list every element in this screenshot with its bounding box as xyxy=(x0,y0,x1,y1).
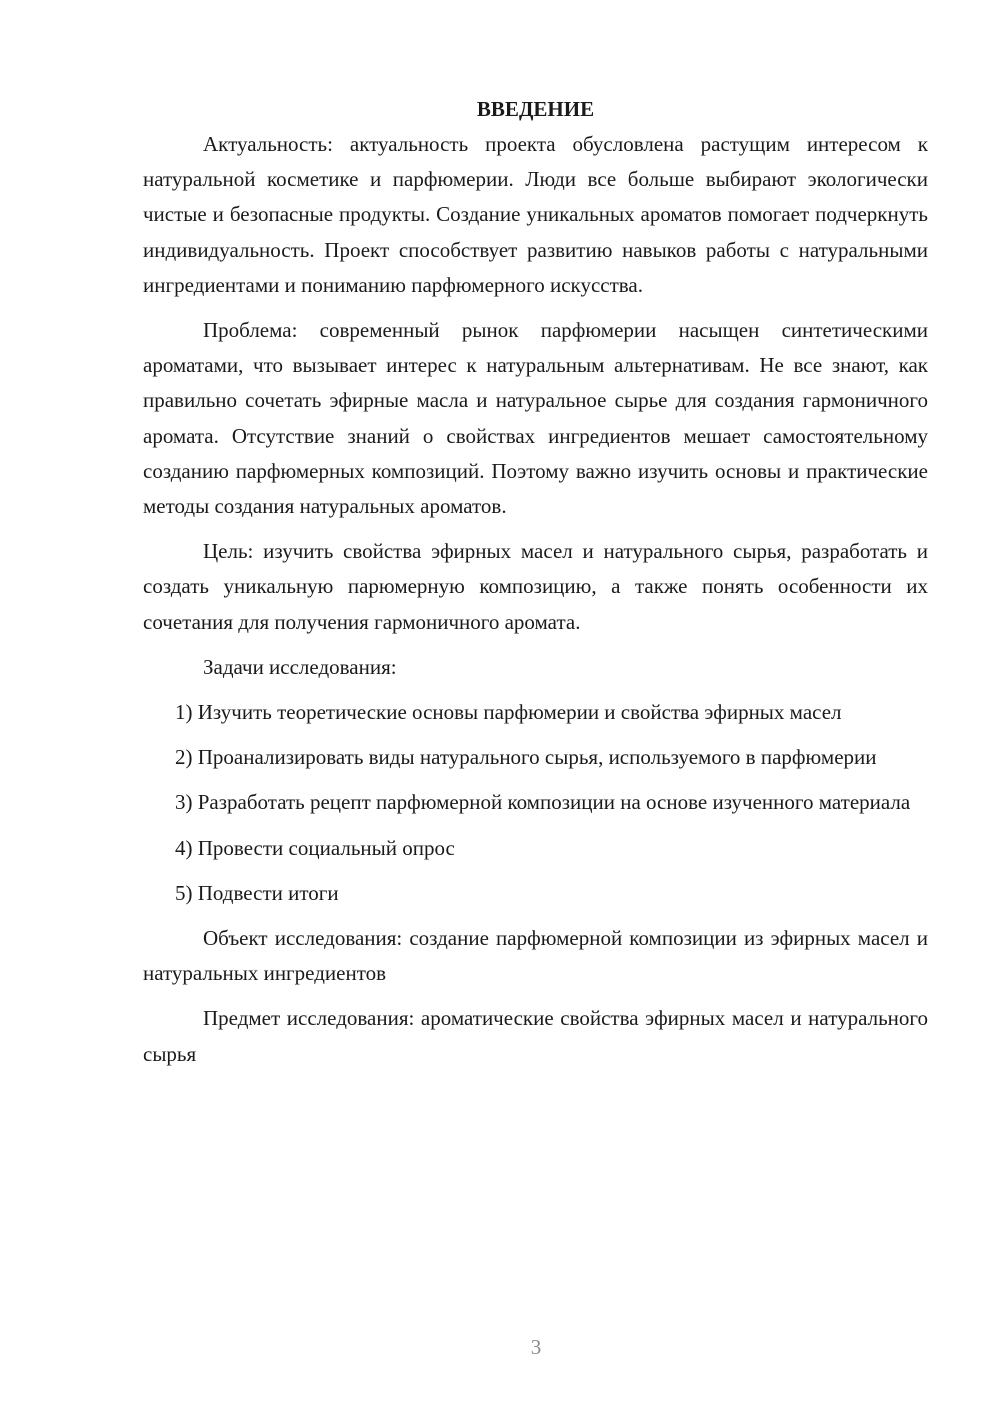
paragraph-tasks-intro: Задачи исследования: xyxy=(203,654,397,679)
task-item-3: 3) Разработать рецепт парфюмерной композиции на основе изученного материала xyxy=(175,790,911,815)
paragraph-relevance: Актуальность: актуальность проекта обусловлена растущим интересом к натуральной косметике и парфюмерии. Люди все больше выбирают экологически чистые и безопасные продукты. Создание уникальных ароматов помогает подчеркнуть индивидуальность. Проект способствует развитию навыков работы с натуральными ингредиентами и пониманию парфюмерного искусства. xyxy=(143,132,928,297)
paragraph-problem: Проблема: современный рынок парфюмерии насыщен синтетическими ароматами, что вызывает интерес к натуральным альтернативам. Не все знают, как правильно сочетать эфирные масла и натуральное сырье для создания гармоничного аромата. Отсутствие знаний о свойствах ингредиентов мешает самостоятельному созданию парфюмерных композиций. Поэтому важно изучить основы и практические методы создания натуральных ароматов. xyxy=(143,318,928,519)
task-item-4: 4) Провести социальный опрос xyxy=(175,835,455,860)
paragraph-subject: Предмет исследования: ароматические свойства эфирных масел и натурального сырья xyxy=(143,1006,928,1066)
task-item-1: 1) Изучить теоретические основы парфюмерии и свойства эфирных масел xyxy=(175,700,842,725)
paragraph-goal: Цель: изучить свойства эфирных масел и натурального сырья, разработать и создать уникальную парюмерную композицию, а также понять особенности их сочетания для получения гармоничного аромата. xyxy=(143,539,928,634)
page-content xyxy=(143,92,928,1072)
task-item-2: 2) Проанализировать виды натурального сырья, используемого в парфюмерии xyxy=(175,745,877,770)
page-number: 3 xyxy=(530,1335,542,1359)
paragraph-object: Объект исследования: создание парфюмерной композиции из эфирных масел и натуральных ингредиентов xyxy=(143,926,928,986)
task-item-5: 5) Подвести итоги xyxy=(175,880,339,905)
task-list xyxy=(143,695,928,911)
page-heading: ВВЕДЕНИЕ xyxy=(476,97,595,121)
